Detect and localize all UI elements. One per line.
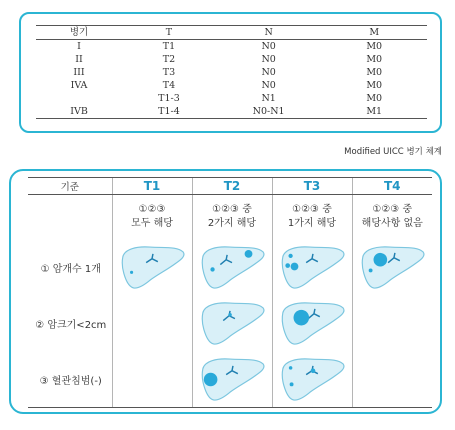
table-caption: Modified UICC 병기 체계 (344, 147, 442, 157)
column-header-t2: T2 (192, 178, 272, 195)
criterion-row-count (28, 239, 432, 295)
header-t: T (122, 26, 216, 40)
cell-m: M0 (366, 54, 383, 65)
condition-line1: ①②③ (138, 204, 166, 215)
criteria-condition-row (28, 195, 432, 240)
liver-cell-t3-count (272, 239, 352, 295)
cell-t: T1 (162, 41, 176, 52)
criteria-header-row (28, 178, 432, 195)
cell-stage: III (73, 67, 85, 78)
staging-table-panel (19, 12, 442, 133)
criterion-label-vascular: ③ 혈관침범(-) (28, 351, 112, 408)
liver-cell-t3-vascular (272, 351, 352, 408)
criterion-label-count: ① 암개수 1개 (40, 263, 101, 275)
tumor-dot (369, 268, 373, 272)
criteria-table (28, 177, 432, 408)
cell-n: N0-N1 (216, 105, 322, 119)
liver-icon (277, 299, 347, 348)
condition-t3 (272, 195, 352, 240)
criteria-panel (9, 169, 442, 414)
tumor-dot (245, 250, 253, 258)
condition-line2: 2가지 해당 (207, 218, 257, 229)
cell-n: N0 (261, 80, 276, 91)
cell-n: N1 (261, 93, 276, 104)
criterion-row-size (28, 295, 432, 351)
cell-m: M0 (366, 67, 383, 78)
empty-cell (112, 351, 192, 408)
tumor-dot (294, 309, 310, 325)
liver-icon (117, 243, 187, 292)
cell-m: M0 (366, 93, 383, 104)
cell-m: M1 (321, 105, 427, 119)
header-stage: 병기 (36, 26, 122, 40)
liver-cell-t2-size (192, 295, 272, 351)
table-row (36, 92, 427, 105)
tumor-dot (290, 382, 294, 386)
liver-icon (357, 243, 427, 292)
criteria-header-label: 기준 (28, 178, 112, 195)
cell-n: N0 (261, 41, 276, 52)
condition-line2: 모두 해당 (131, 218, 173, 229)
tumor-dot (311, 368, 316, 373)
liver-cell-t3-size (272, 295, 352, 351)
tumor-dot (228, 313, 232, 317)
condition-t4 (352, 195, 432, 240)
cell-t: T1-4 (122, 105, 216, 119)
condition-line2: 1가지 해당 (287, 218, 337, 229)
staging-table-header (36, 26, 427, 40)
staging-table (36, 25, 427, 119)
empty-cell (352, 295, 432, 351)
criterion-row-vascular (28, 351, 432, 408)
tumor-dot (130, 270, 133, 273)
column-header-t1: T1 (112, 178, 192, 195)
header-m: M (321, 26, 427, 40)
tumor-dot (291, 262, 299, 270)
cell-t: T4 (162, 80, 176, 91)
criterion-label-size: ② 암크기<2cm (35, 319, 107, 331)
tumor-dot (289, 366, 293, 370)
tumor-dot (204, 372, 218, 386)
table-row (36, 79, 427, 92)
table-row (36, 40, 427, 54)
liver-cell-t2-vascular (192, 351, 272, 408)
cell-t: T1-3 (158, 93, 180, 104)
condition-t1 (112, 195, 192, 240)
liver-icon (197, 243, 267, 292)
empty-cell (352, 351, 432, 408)
cell-n: N0 (261, 67, 276, 78)
liver-cell-t2-count (192, 239, 272, 295)
table-row (36, 53, 427, 66)
liver-icon (197, 355, 267, 404)
cell-m: M0 (366, 80, 383, 91)
tumor-dot (288, 253, 292, 257)
cell-n: N0 (261, 54, 276, 65)
column-header-t4: T4 (352, 178, 432, 195)
tumor-dot (285, 263, 290, 268)
liver-cell-t4-count (352, 239, 432, 295)
cell-m: M0 (366, 41, 383, 52)
cell-stage: IVB (36, 105, 122, 119)
empty-cell (112, 295, 192, 351)
cell-stage: II (75, 54, 83, 65)
liver-cell-t1-count (112, 239, 192, 295)
table-row (36, 66, 427, 79)
column-header-t3: T3 (272, 178, 352, 195)
tumor-dot (374, 252, 388, 266)
table-row (36, 105, 427, 119)
condition-line1: ①②③ 중 (292, 204, 332, 215)
cell-stage (36, 92, 122, 105)
liver-icon (277, 243, 347, 292)
condition-line1: ①②③ 중 (372, 204, 413, 215)
cell-stage: I (77, 41, 81, 52)
condition-line2: 해당사항 없음 (361, 218, 423, 229)
cell-t: T3 (162, 67, 176, 78)
condition-line1: ①②③ 중 (212, 204, 252, 215)
liver-icon (197, 299, 267, 348)
condition-t2 (192, 195, 272, 240)
cell-t: T2 (162, 54, 176, 65)
cell-stage: IVA (70, 80, 88, 91)
tumor-dot (210, 267, 214, 271)
header-n: N (216, 26, 322, 40)
empty-cell (28, 195, 112, 240)
liver-icon (277, 355, 347, 404)
